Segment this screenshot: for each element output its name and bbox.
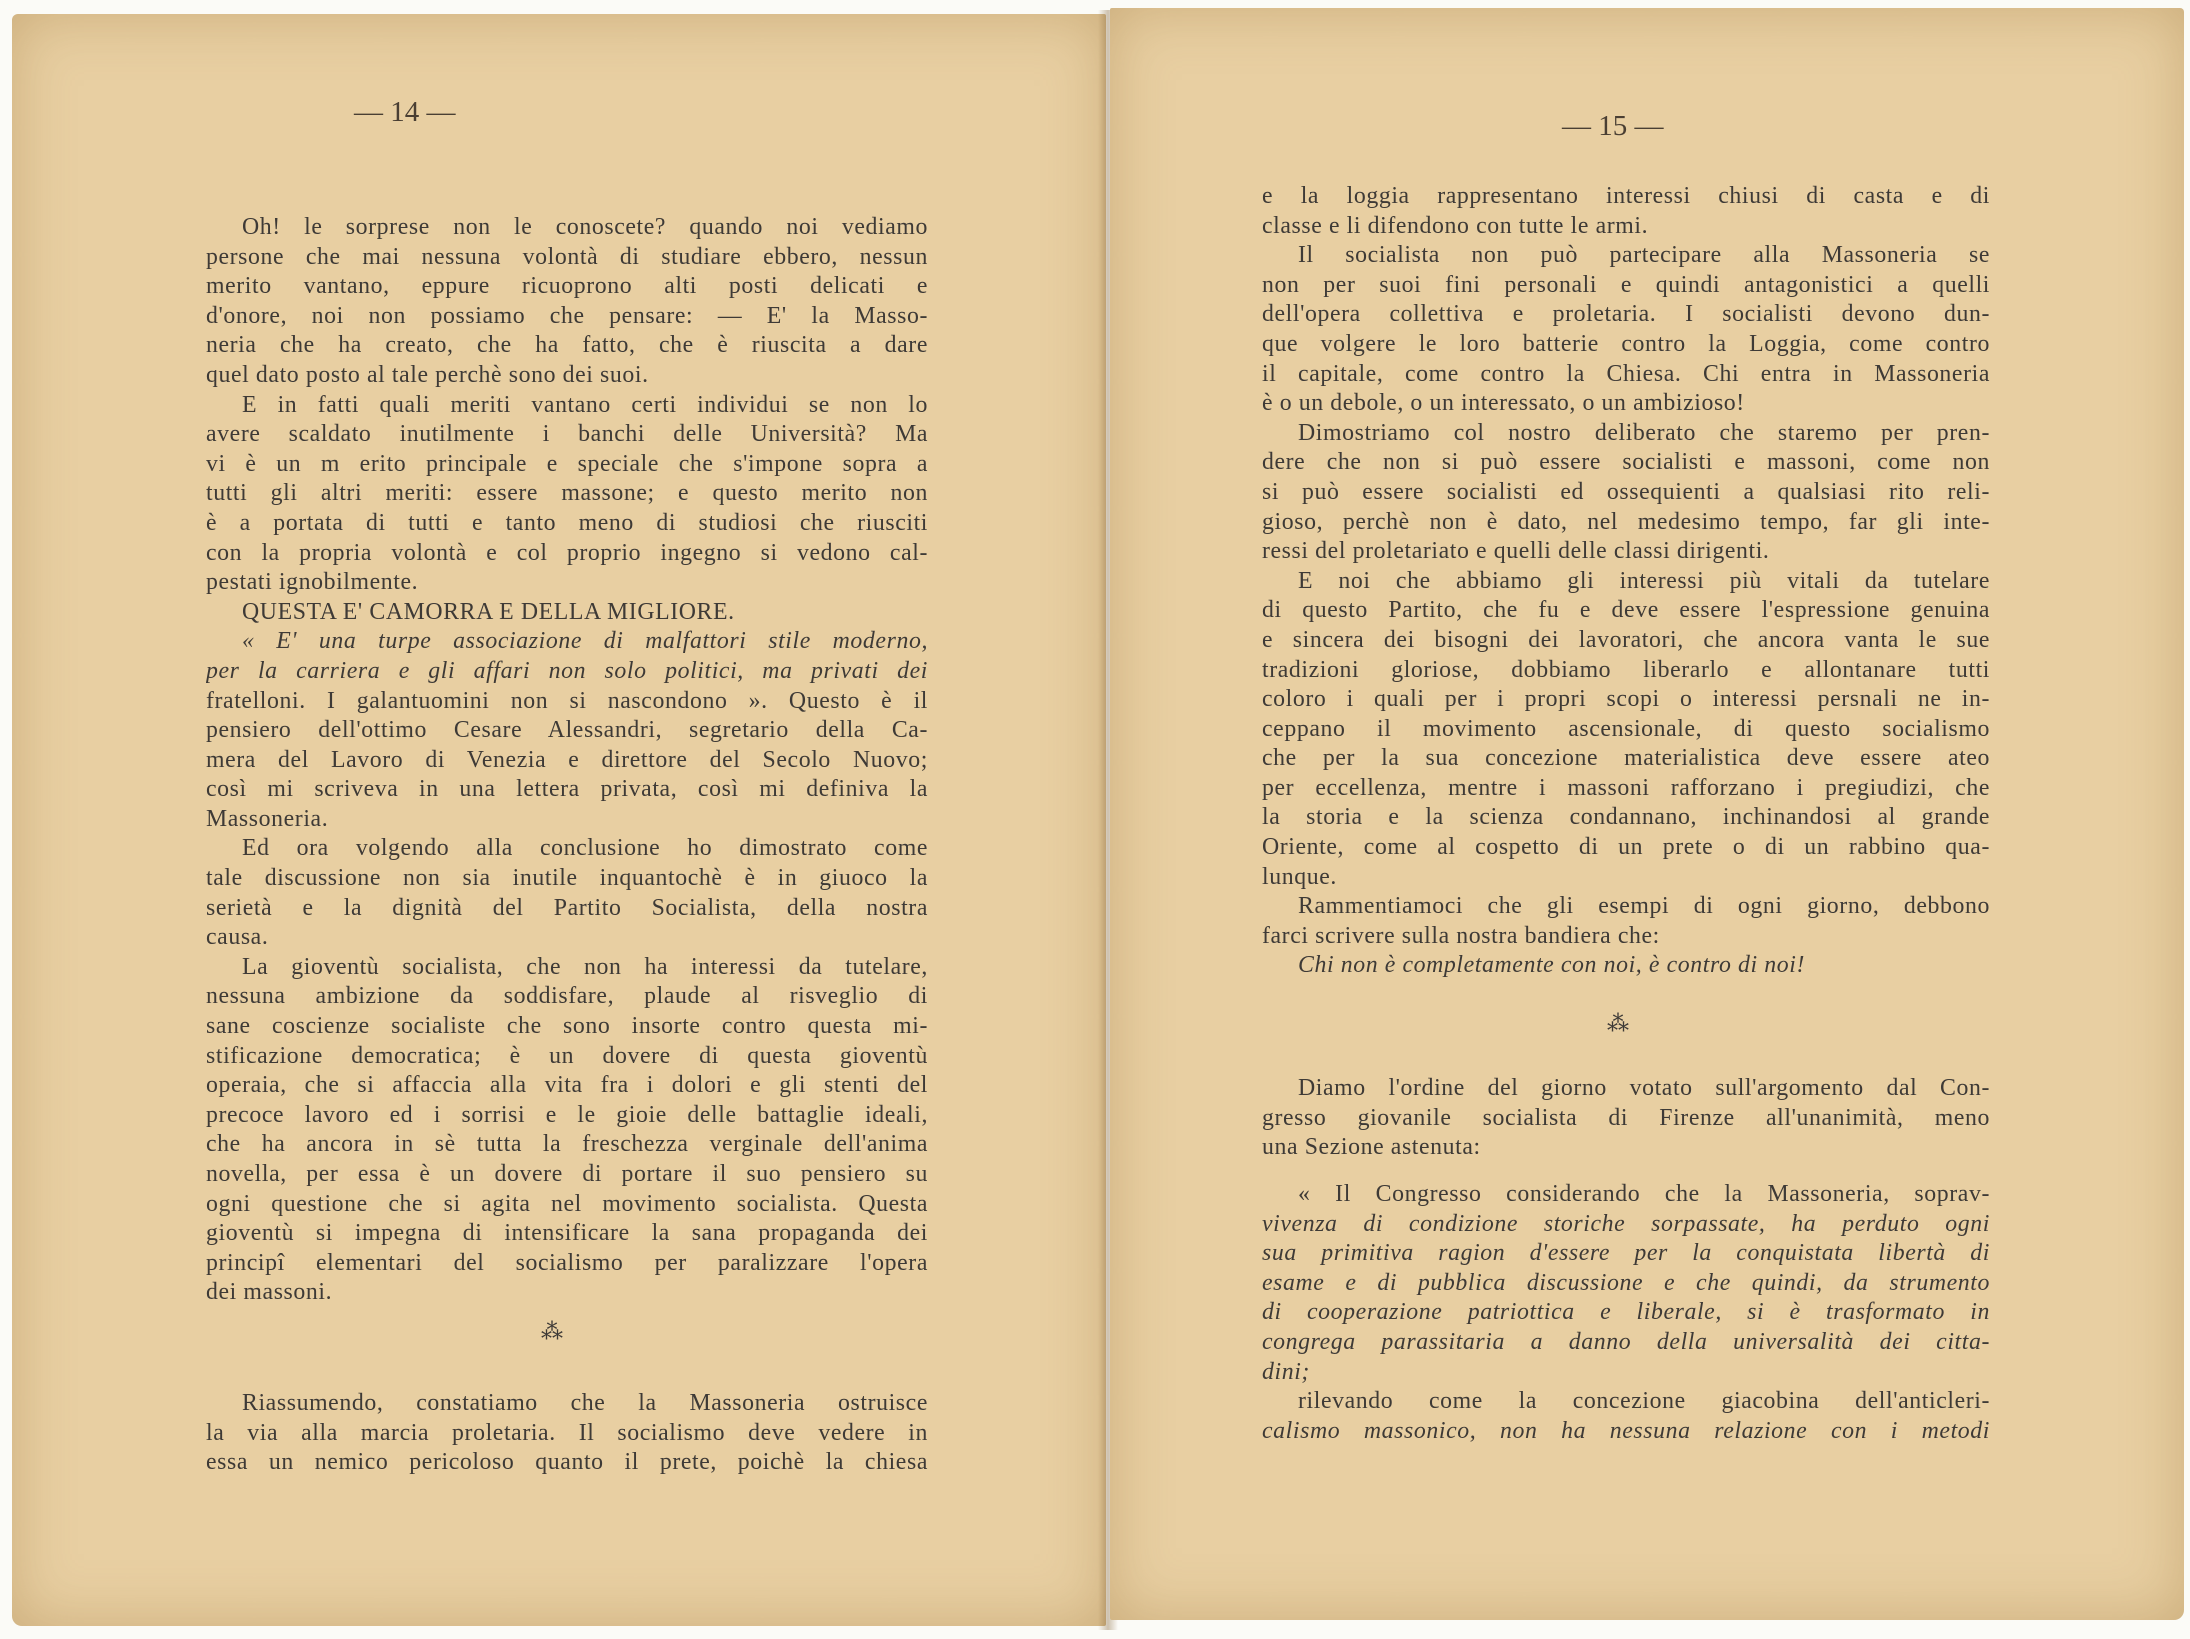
right-page-closing: [1262, 1074, 1990, 1163]
text-line: che ha ancora in sè tutta la freschezza verginale dell'anima: [206, 1131, 928, 1158]
text-line: dell'opera collettiva e proletaria. I socialisti devono dun-: [1262, 301, 1990, 328]
text-line: causa.: [206, 924, 269, 951]
text-line: classe e li difendono con tutte le armi.: [1262, 212, 1649, 239]
text-line: dere che non si può essere socialisti e massoni, come non: [1262, 449, 1990, 476]
text-line: esame e di pubblica discussione e che quindi, da strumento: [1262, 1269, 1990, 1296]
text-line: congrega parassitaria a danno della universalità dei citta-: [1262, 1328, 1990, 1355]
page-number: — 15 —: [1562, 110, 1664, 142]
text-line: ogni questione che si agita nel movimento socialista. Questa: [206, 1190, 928, 1217]
text-line: merito vantano, eppure ricuoprono alti posti delicati e: [206, 273, 928, 300]
text-line: Riassumendo, constatiamo che la Massoneria ostruisce: [242, 1390, 928, 1416]
text-line: sane coscienze socialiste che sono insorte contro questa mi-: [206, 1013, 928, 1040]
text-line: « Il Congresso considerando che la Massoneria, soprav-: [1298, 1181, 1990, 1207]
text-line: di cooperazione patriottica e liberale, si è trasformato in: [1262, 1299, 1990, 1326]
text-line: tale discussione non sia inutile inquantochè è in giuoco la: [206, 865, 928, 892]
left-page: [12, 14, 1106, 1626]
text-line: essa un nemico pericoloso quanto il prete, poichè la chiesa: [206, 1449, 928, 1476]
text-line: così mi scriveva in una lettera privata, così mi definiva la: [206, 776, 928, 803]
text-line: E in fatti quali meriti vantano certi individui se non lo: [242, 391, 928, 418]
text-line: e sincera dei bisogni dei lavoratori, che ancora vanta le sue: [1262, 626, 1990, 653]
right-page-body: [1262, 182, 1990, 981]
text-line: precoce lavoro ed i sorrisi e le gioie delle battaglie ideali,: [206, 1101, 928, 1128]
resolution-text: [1262, 1180, 1990, 1446]
text-line: con la propria volontà e col proprio ingegno si vedono cal-: [206, 539, 928, 566]
text-line: pensiero dell'ottimo Cesare Alessandri, segretario della Ca-: [206, 717, 928, 744]
text-line: vivenza di condizione storiche sorpassate, ha perduto ogni: [1262, 1210, 1990, 1237]
text-line: ceppano il movimento ascensionale, di questo socialismo: [1262, 715, 1990, 742]
text-line: una Sezione astenuta:: [1262, 1134, 1481, 1161]
text-line: principî elementari del socialismo per paralizzare l'opera: [206, 1249, 928, 1276]
text-line: Ed ora volgendo alla conclusione ho dimostrato come: [242, 835, 928, 862]
text-line: « E' una turpe associazione di malfattori stile moderno,: [242, 628, 928, 655]
text-line: Diamo l'ordine del giorno votato sull'argomento dal Con-: [1298, 1075, 1990, 1101]
text-line: lunque.: [1262, 863, 1337, 890]
text-line: serietà e la dignità del Partito Socialista, della nostra: [206, 894, 928, 921]
text-line: è a portata di tutti e tanto meno di studiosi che riusciti: [206, 509, 928, 536]
text-line: avere scaldato inutilmente i banchi delle Università? Ma: [206, 421, 928, 448]
text-line: La gioventù socialista, che non ha interessi da tutelare,: [242, 953, 928, 980]
text-line: Massoneria.: [206, 805, 329, 832]
text-line: Oh! le sorprese non le conoscete? quando noi vediamo: [242, 214, 928, 240]
text-line: coloro i quali per i propri scopi o interessi persnali ne in-: [1262, 686, 1990, 713]
text-line: quel dato posto al tale perchè sono dei suoi.: [206, 361, 649, 388]
left-page-body: [206, 213, 928, 1308]
text-line: nessuna ambizione da soddisfare, plaude al risveglio di: [206, 983, 928, 1010]
text-line: novella, per essa è un dovere di portare il suo pensiero su: [206, 1161, 928, 1187]
left-page-closing: [206, 1389, 928, 1478]
text-line: farci scrivere sulla nostra bandiera che:: [1262, 922, 1660, 949]
text-line: Chi non è completamente con noi, è contro di noi!: [1298, 952, 1805, 979]
text-line: neria che ha creato, che ha fatto, che è riuscita a dare: [206, 332, 928, 359]
text-line: QUESTA E' CAMORRA E DELLA MIGLIORE.: [242, 598, 735, 625]
text-line: vi è un m erito principale e speciale che s'impone sopra a: [206, 450, 928, 477]
text-line: operaia, che si affaccia alla vita fra i dolori e gli stenti del: [206, 1072, 928, 1099]
text-line: la via alla marcia proletaria. Il socialismo deve vedere in: [206, 1419, 928, 1446]
text-line: che per la sua concezione materialistica deve essere ateo: [1262, 745, 1990, 772]
text-line: sua primitiva ragion d'essere per la conquistata libertà di: [1262, 1240, 1990, 1267]
text-line: dei massoni.: [206, 1279, 333, 1306]
text-line: non per suoi fini personali e quindi antagonistici a quelli: [1262, 271, 1990, 298]
text-line: gresso giovanile socialista di Firenze all'unanimità, meno: [1262, 1104, 1990, 1131]
text-line: si può essere socialisti ed ossequienti a qualsiasi rito reli-: [1262, 478, 1990, 505]
text-line: Rammentiamoci che gli esempi di ogni giorno, debbono: [1298, 893, 1990, 920]
text-line: la storia e la scienza condannano, inchinandosi al grande: [1262, 804, 1990, 831]
text-line: di questo Partito, che fu e deve essere l'espressione genuina: [1262, 597, 1990, 624]
text-line: ressi del proletariato e quelli delle classi dirigenti.: [1262, 538, 1770, 565]
text-line: fratelloni. I galantuomini non si nascondono ». Questo è il: [206, 687, 928, 714]
text-line: stificazione democratica; è un dovere di questa gioventù: [206, 1042, 928, 1069]
text-line: Dimostriamo col nostro deliberato che staremo per pren-: [1298, 419, 1990, 446]
text-line: mera del Lavoro di Venezia e direttore del Secolo Nuovo;: [206, 746, 928, 773]
text-line: E noi che abbiamo gli interessi più vitali da tutelare: [1298, 567, 1990, 594]
text-line: Oriente, come al cospetto di un prete o di un rabbino qua-: [1262, 834, 1990, 861]
right-page: [1110, 8, 2184, 1620]
text-line: per la carriera e gli affari non solo politici, ma privati dei: [206, 657, 928, 684]
text-line: persone che mai nessuna volontà di studiare ebbero, nessun: [206, 243, 928, 270]
text-line: rilevando come la concezione giacobina dell'anticleri-: [1298, 1388, 1990, 1415]
text-line: gioventù si impegna di intensificare la sana propaganda dei: [206, 1220, 928, 1247]
text-line: è o un debole, o un interessato, o un ambizioso!: [1262, 390, 1745, 417]
text-line: pestati ignobilmente.: [206, 569, 419, 596]
page-number: — 14 —: [354, 96, 456, 128]
text-line: tradizioni gloriose, dobbiamo liberarlo e allontanare tutti: [1262, 656, 1990, 683]
text-line: d'onore, noi non possiamo che pensare: — E' la Masso-: [206, 302, 928, 329]
text-line: il capitale, come contro la Chiesa. Chi entra in Massoneria: [1262, 360, 1990, 387]
text-line: Il socialista non può partecipare alla Massoneria se: [1298, 242, 1990, 269]
text-line: tutti gli altri meriti: essere massone; e questo merito non: [206, 480, 928, 507]
text-line: que volgere le loro batterie contro la Loggia, come contro: [1262, 330, 1990, 357]
section-asterism: ⁂: [541, 1320, 563, 1345]
text-line: gioso, perchè non è dato, nel medesimo tempo, far gli inte-: [1262, 508, 1990, 535]
text-line: calismo massonico, non ha nessuna relazione con i metodi: [1262, 1417, 1990, 1444]
text-line: dini;: [1262, 1358, 1310, 1385]
section-asterism: ⁂: [1607, 1012, 1629, 1037]
text-line: per eccellenza, mentre i massoni rafforzano i pregiudizi, che: [1262, 774, 1990, 801]
text-line: e la loggia rappresentano interessi chiusi di casta e di: [1262, 183, 1990, 209]
